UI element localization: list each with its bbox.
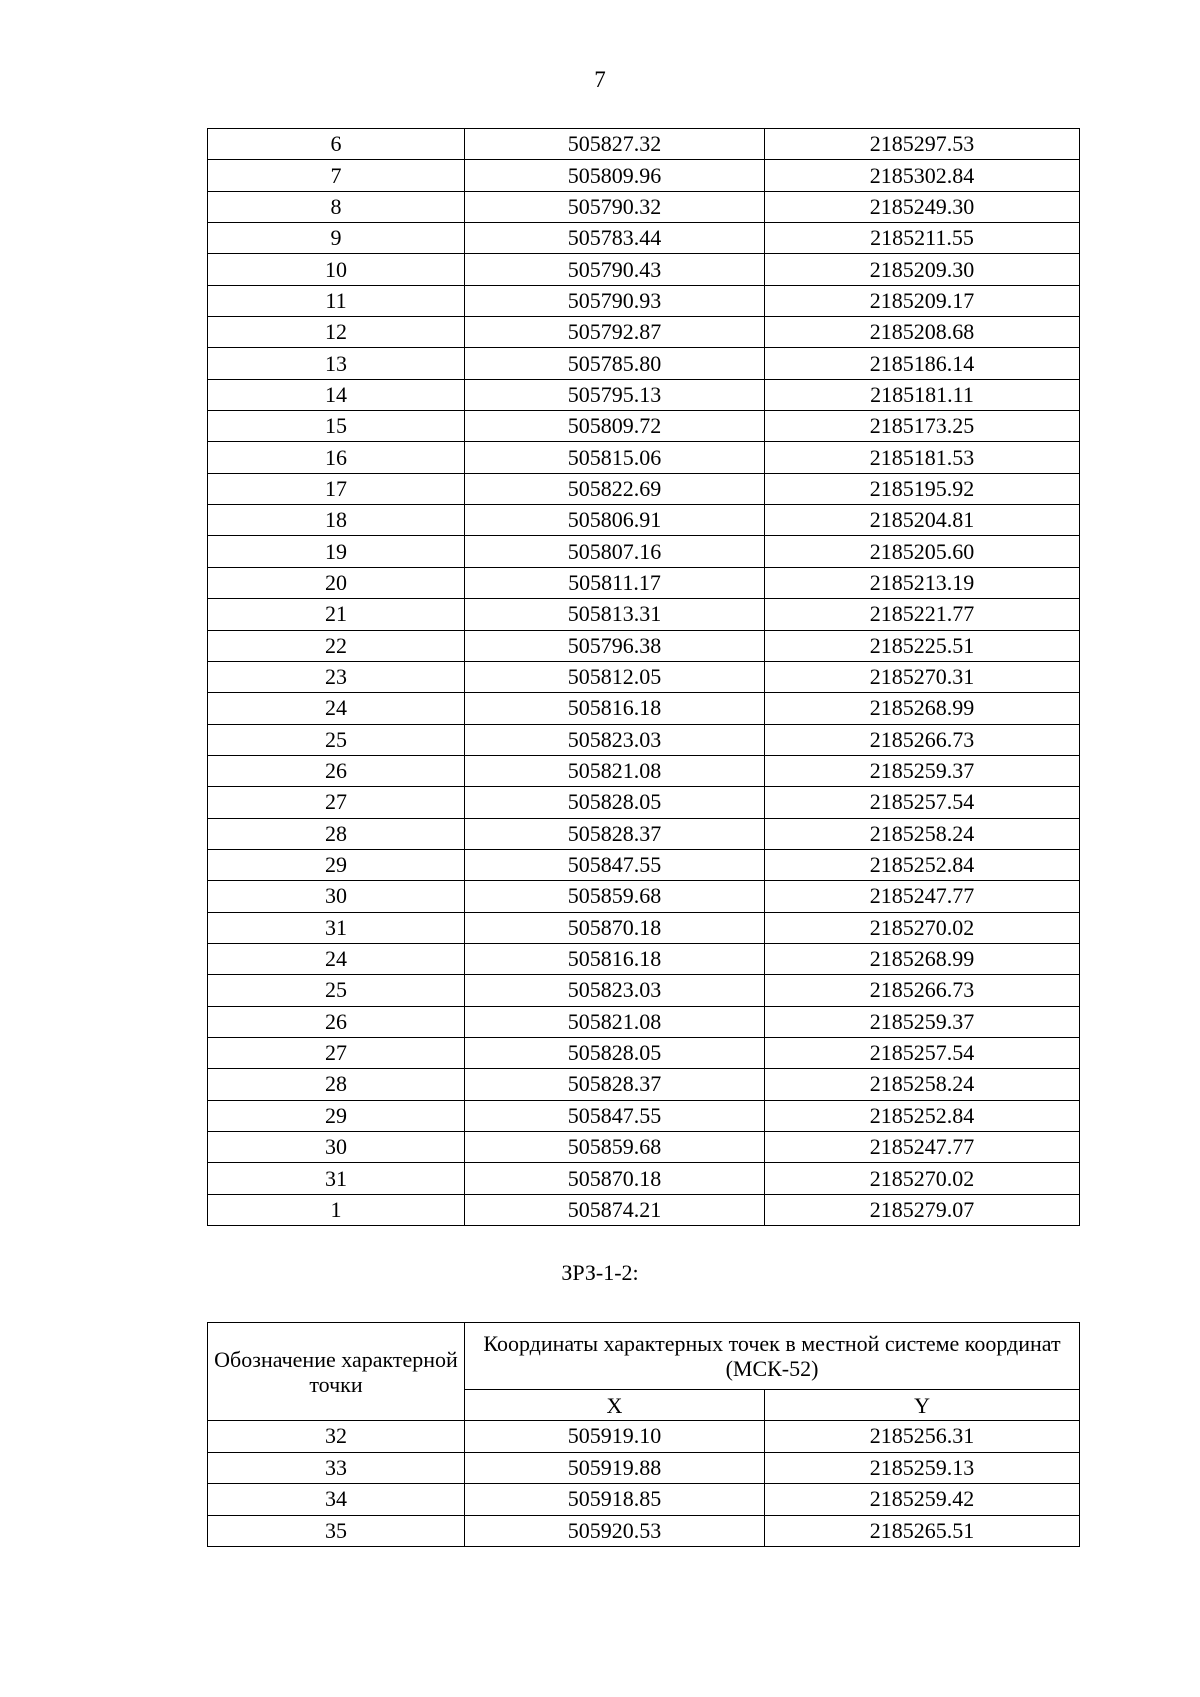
table-row: [208, 473, 1080, 504]
x-coordinate-cell: 505816.18: [465, 693, 765, 724]
x-coordinate-cell: 505821.08: [465, 1006, 765, 1037]
point-number-cell: 26: [208, 755, 465, 786]
point-number-cell: 6: [208, 129, 465, 160]
point-number-cell: 17: [208, 473, 465, 504]
y-coordinate-cell: 2185268.99: [765, 943, 1080, 974]
x-coordinate-cell: 505807.16: [465, 536, 765, 567]
table-row: [208, 536, 1080, 567]
x-coordinate-cell: 505859.68: [465, 1132, 765, 1163]
table-row: [208, 818, 1080, 849]
y-coordinate-cell: 2185265.51: [765, 1515, 1080, 1547]
table-row: [208, 160, 1080, 191]
y-coordinate-cell: 2185270.31: [765, 661, 1080, 692]
coordinates-table: [207, 128, 1080, 1226]
header-point-designation: Обозначение характерной точки: [208, 1323, 465, 1421]
point-number-cell: 30: [208, 881, 465, 912]
table-row: [208, 1069, 1080, 1100]
table-row: [208, 317, 1080, 348]
x-coordinate-cell: 505828.05: [465, 1037, 765, 1068]
point-number-cell: 14: [208, 379, 465, 410]
point-number-cell: 34: [208, 1484, 465, 1516]
table-row: [208, 1452, 1080, 1484]
y-coordinate-cell: 2185257.54: [765, 787, 1080, 818]
x-coordinate-cell: 505870.18: [465, 1163, 765, 1194]
point-number-cell: 1: [208, 1194, 465, 1225]
y-coordinate-cell: 2185208.68: [765, 317, 1080, 348]
x-coordinate-cell: 505847.55: [465, 1100, 765, 1131]
header-y: Y: [765, 1390, 1080, 1421]
y-coordinate-cell: 2185252.84: [765, 849, 1080, 880]
y-coordinate-cell: 2185270.02: [765, 912, 1080, 943]
table-row: [208, 442, 1080, 473]
point-number-cell: 10: [208, 254, 465, 285]
table-row: [208, 661, 1080, 692]
table-row: [208, 1100, 1080, 1131]
x-coordinate-cell: 505806.91: [465, 505, 765, 536]
table-row: [208, 129, 1080, 160]
y-coordinate-cell: 2185270.02: [765, 1163, 1080, 1194]
point-number-cell: 24: [208, 693, 465, 724]
x-coordinate-cell: 505918.85: [465, 1484, 765, 1516]
table-row: [208, 191, 1080, 222]
y-coordinate-cell: 2185205.60: [765, 536, 1080, 567]
point-number-cell: 11: [208, 285, 465, 316]
table-row: [208, 787, 1080, 818]
y-coordinate-cell: 2185259.42: [765, 1484, 1080, 1516]
section-title: ЗРЗ-1-2:: [561, 1260, 639, 1285]
x-coordinate-cell: 505792.87: [465, 317, 765, 348]
y-coordinate-cell: 2185209.17: [765, 285, 1080, 316]
x-coordinate-cell: 505874.21: [465, 1194, 765, 1225]
table-row: [208, 975, 1080, 1006]
table-row: [208, 693, 1080, 724]
x-coordinate-cell: 505809.96: [465, 160, 765, 191]
point-number-cell: 28: [208, 818, 465, 849]
y-coordinate-cell: 2185181.11: [765, 379, 1080, 410]
x-coordinate-cell: 505870.18: [465, 912, 765, 943]
point-number-cell: 16: [208, 442, 465, 473]
table-row: [208, 1037, 1080, 1068]
x-coordinate-cell: 505790.43: [465, 254, 765, 285]
table-row: [208, 223, 1080, 254]
x-coordinate-cell: 505795.13: [465, 379, 765, 410]
table-row: [208, 379, 1080, 410]
y-coordinate-cell: 2185259.37: [765, 755, 1080, 786]
y-coordinate-cell: 2185213.19: [765, 567, 1080, 598]
y-coordinate-cell: 2185247.77: [765, 881, 1080, 912]
point-number-cell: 32: [208, 1421, 465, 1453]
x-coordinate-cell: 505785.80: [465, 348, 765, 379]
x-coordinate-cell: 505919.88: [465, 1452, 765, 1484]
y-coordinate-cell: 2185249.30: [765, 191, 1080, 222]
y-coordinate-cell: 2185247.77: [765, 1132, 1080, 1163]
x-coordinate-cell: 505919.10: [465, 1421, 765, 1453]
table-row: [208, 943, 1080, 974]
page-number: 7: [594, 67, 606, 92]
x-coordinate-cell: 505823.03: [465, 975, 765, 1006]
table-row: [208, 285, 1080, 316]
y-coordinate-cell: 2185279.07: [765, 1194, 1080, 1225]
point-number-cell: 26: [208, 1006, 465, 1037]
table-row: [208, 567, 1080, 598]
table-header-row: [208, 1323, 1080, 1390]
point-number-cell: 15: [208, 411, 465, 442]
x-coordinate-cell: 505828.37: [465, 818, 765, 849]
y-coordinate-cell: 2185258.24: [765, 818, 1080, 849]
point-number-cell: 29: [208, 849, 465, 880]
table-row: [208, 1132, 1080, 1163]
point-number-cell: 21: [208, 599, 465, 630]
y-coordinate-cell: 2185268.99: [765, 693, 1080, 724]
y-coordinate-cell: 2185256.31: [765, 1421, 1080, 1453]
table-row: [208, 254, 1080, 285]
x-coordinate-cell: 505811.17: [465, 567, 765, 598]
y-coordinate-cell: 2185204.81: [765, 505, 1080, 536]
x-coordinate-cell: 505809.72: [465, 411, 765, 442]
x-coordinate-cell: 505790.93: [465, 285, 765, 316]
x-coordinate-cell: 505828.05: [465, 787, 765, 818]
point-number-cell: 9: [208, 223, 465, 254]
point-number-cell: 27: [208, 1037, 465, 1068]
point-number-cell: 29: [208, 1100, 465, 1131]
x-coordinate-cell: 505827.32: [465, 129, 765, 160]
point-number-cell: 24: [208, 943, 465, 974]
x-coordinate-cell: 505783.44: [465, 223, 765, 254]
point-number-cell: 7: [208, 160, 465, 191]
table-row: [208, 348, 1080, 379]
point-number-cell: 25: [208, 724, 465, 755]
y-coordinate-cell: 2185258.24: [765, 1069, 1080, 1100]
point-number-cell: 35: [208, 1515, 465, 1547]
y-coordinate-cell: 2185173.25: [765, 411, 1080, 442]
point-number-cell: 12: [208, 317, 465, 348]
point-number-cell: 22: [208, 630, 465, 661]
table-row: [208, 1006, 1080, 1037]
table-row: [208, 599, 1080, 630]
x-coordinate-cell: 505815.06: [465, 442, 765, 473]
header-x: X: [465, 1390, 765, 1421]
table-row: [208, 1484, 1080, 1516]
x-coordinate-cell: 505816.18: [465, 943, 765, 974]
y-coordinate-cell: 2185252.84: [765, 1100, 1080, 1131]
point-number-cell: 27: [208, 787, 465, 818]
y-coordinate-cell: 2185221.77: [765, 599, 1080, 630]
y-coordinate-cell: 2185257.54: [765, 1037, 1080, 1068]
point-number-cell: 33: [208, 1452, 465, 1484]
table-row: [208, 1194, 1080, 1225]
y-coordinate-cell: 2185181.53: [765, 442, 1080, 473]
y-coordinate-cell: 2185186.14: [765, 348, 1080, 379]
table-row: [208, 912, 1080, 943]
y-coordinate-cell: 2185259.13: [765, 1452, 1080, 1484]
point-number-cell: 8: [208, 191, 465, 222]
point-number-cell: 18: [208, 505, 465, 536]
point-number-cell: 19: [208, 536, 465, 567]
table-row: [208, 755, 1080, 786]
x-coordinate-cell: 505790.32: [465, 191, 765, 222]
y-coordinate-cell: 2185266.73: [765, 975, 1080, 1006]
x-coordinate-cell: 505822.69: [465, 473, 765, 504]
point-number-cell: 31: [208, 912, 465, 943]
x-coordinate-cell: 505812.05: [465, 661, 765, 692]
x-coordinate-cell: 505828.37: [465, 1069, 765, 1100]
table-row: [208, 630, 1080, 661]
point-number-cell: 20: [208, 567, 465, 598]
y-coordinate-cell: 2185225.51: [765, 630, 1080, 661]
point-number-cell: 25: [208, 975, 465, 1006]
y-coordinate-cell: 2185266.73: [765, 724, 1080, 755]
x-coordinate-cell: 505796.38: [465, 630, 765, 661]
table-row: [208, 849, 1080, 880]
x-coordinate-cell: 505813.31: [465, 599, 765, 630]
x-coordinate-cell: 505821.08: [465, 755, 765, 786]
point-number-cell: 13: [208, 348, 465, 379]
point-number-cell: 28: [208, 1069, 465, 1100]
table-row: [208, 411, 1080, 442]
x-coordinate-cell: 505859.68: [465, 881, 765, 912]
y-coordinate-cell: 2185297.53: [765, 129, 1080, 160]
point-number-cell: 31: [208, 1163, 465, 1194]
table-row: [208, 1421, 1080, 1453]
table-row: [208, 1515, 1080, 1547]
table-row: [208, 724, 1080, 755]
y-coordinate-cell: 2185302.84: [765, 160, 1080, 191]
y-coordinate-cell: 2185259.37: [765, 1006, 1080, 1037]
x-coordinate-cell: 505823.03: [465, 724, 765, 755]
y-coordinate-cell: 2185209.30: [765, 254, 1080, 285]
table-row: [208, 505, 1080, 536]
point-number-cell: 30: [208, 1132, 465, 1163]
table-row: [208, 881, 1080, 912]
x-coordinate-cell: 505920.53: [465, 1515, 765, 1547]
y-coordinate-cell: 2185211.55: [765, 223, 1080, 254]
point-number-cell: 23: [208, 661, 465, 692]
x-coordinate-cell: 505847.55: [465, 849, 765, 880]
zrz-coordinates-table: [207, 1322, 1080, 1547]
y-coordinate-cell: 2185195.92: [765, 473, 1080, 504]
table-row: [208, 1163, 1080, 1194]
header-coordinates: Координаты характерных точек в местной системе координат (МСК-52): [465, 1323, 1080, 1390]
